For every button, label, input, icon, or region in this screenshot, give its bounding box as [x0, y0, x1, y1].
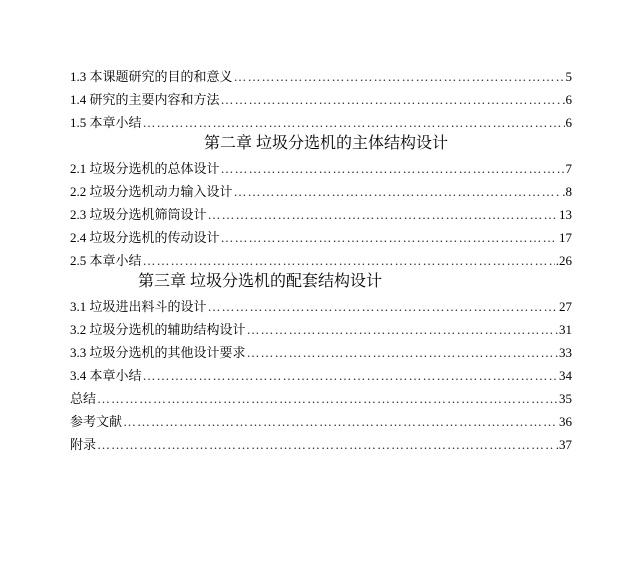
toc-entry[interactable]	[70, 361, 572, 384]
dot-leader	[221, 230, 558, 246]
toc-entry-label: 1.3 本课题研究的目的和意义	[70, 69, 233, 84]
toc-entry-label: 3.2 垃圾分选机的辅助结构设计	[70, 322, 246, 337]
toc-entry-page: 27	[559, 299, 572, 314]
dot-leader	[143, 253, 555, 269]
toc-entry-page: 13	[559, 207, 572, 222]
toc-entry[interactable]	[70, 62, 572, 85]
toc-entry[interactable]	[70, 430, 572, 453]
toc-entry[interactable]	[70, 384, 572, 407]
dot-leader	[221, 161, 565, 177]
toc-entry[interactable]	[70, 200, 572, 223]
dot-leader	[247, 345, 558, 361]
toc-entry-page: 33	[559, 345, 572, 360]
chapter-heading[interactable]: 第三章 垃圾分选机的配套结构设计	[138, 273, 383, 290]
toc-entry-page: .6	[562, 92, 572, 107]
toc-entry-page: 7	[565, 161, 572, 176]
toc-entry-label: 2.2 垃圾分选机动力输入设计	[70, 184, 233, 199]
toc-entry-page: 5	[565, 69, 572, 84]
toc-entry[interactable]	[70, 315, 572, 338]
toc-entry-page: 17	[559, 230, 572, 245]
toc-entry-label: 2.4 垃圾分选机的传动设计	[70, 230, 220, 245]
dot-leader	[143, 368, 558, 384]
dot-leader	[247, 322, 558, 338]
dot-leader	[143, 115, 565, 131]
dot-leader	[234, 69, 565, 85]
dot-leader	[208, 299, 558, 315]
toc-entry-label: 3.3 垃圾分选机的其他设计要求	[70, 345, 246, 360]
dot-leader	[234, 184, 562, 200]
toc-entry-label: 2.1 垃圾分选机的总体设计	[70, 161, 220, 176]
toc-entry-label: 3.1 垃圾进出料斗的设计	[70, 299, 207, 314]
toc-entry-label: 总结	[70, 391, 97, 406]
toc-entry-label: 参考文献	[70, 414, 123, 429]
toc-entry-page: .8	[562, 184, 572, 199]
toc-entry[interactable]	[70, 223, 572, 246]
toc-entry-label: 1.5 本章小结	[70, 115, 142, 130]
dot-leader	[97, 391, 558, 407]
toc-entry-label: 1.4 研究的主要内容和方法	[70, 92, 220, 107]
toc-entry[interactable]	[70, 292, 572, 315]
toc-entry-page: 6	[565, 115, 572, 130]
toc-entry[interactable]	[70, 407, 572, 430]
dot-leader	[221, 92, 562, 108]
toc-entry[interactable]	[70, 108, 572, 131]
toc-entry-page: 31	[559, 322, 572, 337]
dot-leader	[208, 207, 558, 223]
toc-entry-label: 附录	[70, 437, 97, 452]
dot-leader	[97, 437, 555, 453]
table-of-contents	[70, 62, 572, 453]
toc-entry-page: 36	[559, 414, 572, 429]
toc-entry-label: 2.3 垃圾分选机筛筒设计	[70, 207, 207, 222]
chapter-heading[interactable]: 第二章 垃圾分选机的主体结构设计	[204, 135, 449, 152]
toc-entry[interactable]	[70, 154, 572, 177]
toc-entry[interactable]	[70, 177, 572, 200]
toc-entry-label: 2.5 本章小结	[70, 253, 142, 268]
toc-entry-page: 35	[559, 391, 572, 406]
toc-entry[interactable]	[70, 85, 572, 108]
toc-entry[interactable]	[70, 338, 572, 361]
toc-entry-page: .26	[555, 253, 572, 268]
toc-entry-label: 3.4 本章小结	[70, 368, 142, 383]
toc-entry-page: 34	[559, 368, 572, 383]
dot-leader	[123, 414, 558, 430]
toc-entry-page: .37	[555, 437, 572, 452]
toc-entry[interactable]	[70, 246, 572, 269]
